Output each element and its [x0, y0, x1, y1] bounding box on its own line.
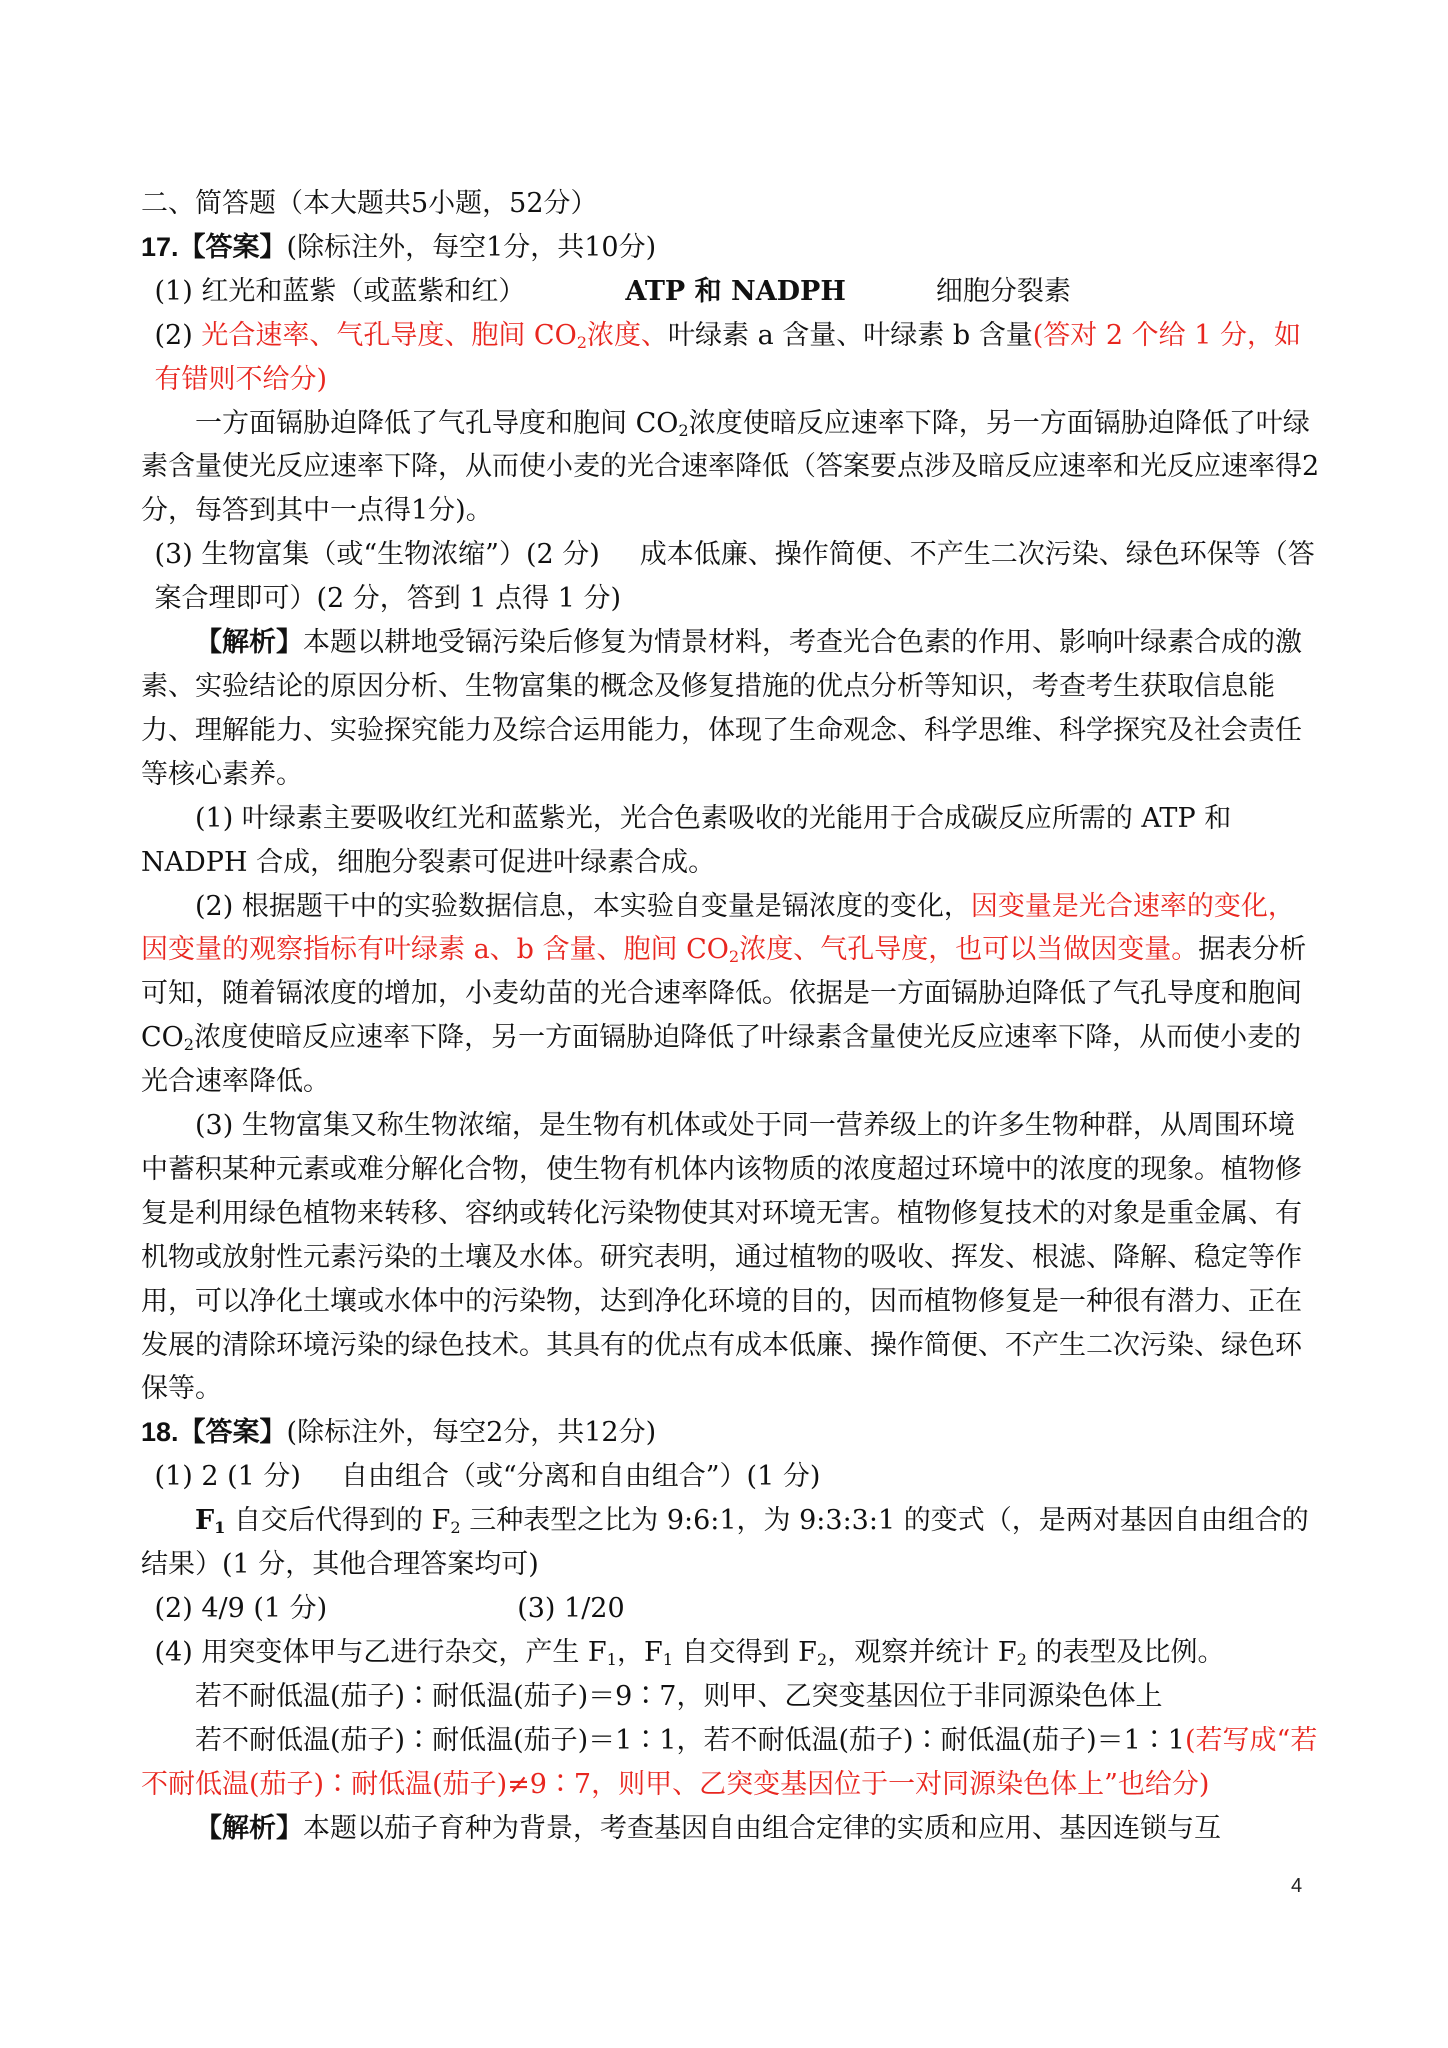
q18-a4-sub2: 1 — [662, 1649, 674, 1669]
q17-explanation-3 — [141, 1104, 1321, 1411]
q18-answer-4 — [141, 1631, 1321, 1675]
q18-a4-sub3: 2 — [816, 1649, 828, 1669]
q17-exp2-black3: 浓度使暗反应速率下降，另一方面镉胁迫降低了叶绿素含量使光反应速率下降，从而使小麦的光合速率降低。 — [141, 1022, 1302, 1098]
q18-a4-p3: 自交得到 F — [673, 1636, 817, 1668]
q18-f1-sub1: 1 — [214, 1518, 226, 1538]
q18-f1-reason — [141, 1499, 1321, 1587]
q18-answer-note: (除标注外，每空2分，共12分) — [286, 1417, 657, 1449]
q17-a2-label: (2) — [154, 319, 193, 351]
q17-a3-label: (3) — [154, 539, 193, 571]
q18-a1-label: (1) — [154, 1461, 193, 1493]
q18-a4-p4: ，观察并统计 F — [827, 1636, 1017, 1668]
q18-a3-text: (3) 1/20 — [517, 1593, 625, 1624]
q18-answer-2-3 — [141, 1587, 1321, 1631]
page-number: 4 — [1291, 1875, 1303, 1897]
q18-analysis — [141, 1807, 1321, 1851]
q17-exp3-text: (3) 生物富集又称生物浓缩，是生物有机体或处于同一营养级上的许多生物种群，从周围环境中蓄积某种元素或难分解化合物，使生物有机体内该物质的浓度超过环境中的浓度的现象。植物修复是利用绿色植物来转移、容纳或转化污染物使其对环境无害。植物修复技术的对象是重金属、有机物或放射性元素污染的土壤及水体。研究表明，通过植物的吸收、挥发、根滤、降解、稳定等作用，可以净化土壤或水体中的污染物，达到净化环境的目的，因而植物修复是一种很有潜力、正在发展的清除环境污染的绿色技术。其具有的优点有成本低廉、操作简便、不产生二次污染、绿色环保等。 — [141, 1110, 1302, 1405]
q18-f1-p1: F — [195, 1505, 215, 1537]
q17-a2-para-sub: 2 — [678, 420, 689, 440]
q18-a4-sub4: 2 — [1016, 1649, 1027, 1669]
q17-a2-red-sub: 2 — [576, 332, 588, 352]
q18-f1-sub2: 2 — [450, 1518, 461, 1538]
q17-explanation-2 — [141, 885, 1321, 1105]
q18-case-1 — [141, 1675, 1321, 1719]
q18-answer-tag: 【答案】 — [178, 1417, 287, 1449]
q17-answer-1 — [141, 270, 1321, 314]
q18-a1-text1: 2 (1 分) — [201, 1461, 301, 1493]
q17-explanation-1 — [141, 797, 1321, 885]
q18-analysis-text: 本题以茄子育种为背景，考查基因自由组合定律的实质和应用、基因连锁与互 — [303, 1812, 1221, 1844]
q17-exp2-black1: (2) 根据题干中的实验数据信息，本实验自变量是镉浓度的变化， — [195, 890, 971, 922]
q17-a2-red2: 浓度、 — [587, 319, 669, 351]
q18-case-2 — [141, 1719, 1321, 1807]
q17-a3-text2: 成本低廉、操作简便、不产生二次污染、绿色环保等（答案合理即可）(2 分，答到 1 点得 1 分) — [154, 539, 1315, 615]
q18-answer-header — [141, 1411, 1321, 1455]
q17-a2-red: 光合速率、气孔导度、胞间 CO — [201, 319, 577, 351]
q18-analysis-tag: 【解析】 — [195, 1812, 303, 1844]
q17-exp2-sub2: 2 — [183, 1035, 195, 1055]
q18-a1-text2: 自由组合（或“分离和自由组合”）(1 分) — [340, 1461, 821, 1493]
q17-analysis-text: 本题以耕地受镉污染后修复为情景材料，考查光合色素的作用、影响叶绿素合成的激素、实验结论的原因分析、生物富集的概念及修复措施的优点分析等知识，考查考生获取信息能力、理解能力、实验探究能力及综合运用能力，体现了生命观念、科学思维、科学探究及社会责任等核心素养。 — [141, 627, 1302, 790]
q18-a4-p2: ，F — [616, 1636, 663, 1668]
q18-case2-red: (若写成“若不耐低温(茄子)∶耐低温(茄子)≠9∶7，则甲、乙突变基因位于一对同源染色体上”也给分) — [141, 1724, 1318, 1800]
q18-a4-p1: (4) 用突变体甲与乙进行杂交，产生 F — [154, 1636, 607, 1668]
q18-case1-text: 若不耐低温(茄子)∶耐低温(茄子)＝9∶7，则甲、乙突变基因位于非同源染色体上 — [195, 1680, 1163, 1712]
q17-exp2-red2: 浓度、气孔导度，也可以当做因变量。 — [739, 934, 1199, 966]
q18-a4-p5: 的表型及比例。 — [1026, 1636, 1225, 1668]
q17-answer-note: (除标注外，每空1分，共10分) — [286, 231, 657, 263]
q18-number: 18. — [141, 1417, 179, 1448]
q17-answer-tag: 【答案】 — [178, 231, 287, 263]
q18-answer-1 — [141, 1455, 1321, 1499]
q17-exp2-red-sub: 2 — [728, 947, 740, 967]
q17-a2-paragraph — [141, 402, 1321, 534]
q18-case2-black: 若不耐低温(茄子)∶耐低温(茄子)＝1∶1，若不耐低温(茄子)∶耐低温(茄子)＝1∶1 — [195, 1724, 1185, 1756]
q17-answer-3 — [141, 533, 1321, 621]
q17-analysis — [141, 621, 1321, 797]
q17-a1-text: 红光和蓝紫（或蓝紫和红） — [201, 275, 526, 307]
q17-a2-para-p2: 浓度使暗反应速率下降，另一方面镉胁迫降低了叶绿素含量使光反应速率下降，从而使小麦的光合速率降低（答案要点涉及暗反应速率和光反应速率得2分，每答到其中一点得1分)。 — [141, 407, 1320, 527]
q17-a2-para-p1: 一方面镉胁迫降低了气孔导度和胞间 CO — [195, 407, 679, 439]
q18-f1-p3: 三种表型之比为 9:6:1，为 9:3:3:1 的变式（，是两对基因自由组合的结果）(1 分，其他合理答案均可) — [141, 1505, 1309, 1581]
q17-exp2-red1: 因变量是光合速率的变化，因变量的观察指标有叶绿素 a、b 含量、胞间 CO — [141, 890, 1295, 966]
q17-a1-atp: ATP 和 NADPH — [625, 275, 846, 307]
section-title — [141, 182, 1321, 226]
q17-a3-text1: 生物富集（或“生物浓缩”）(2 分) — [201, 539, 600, 571]
answer-content — [141, 182, 1321, 1850]
q18-f1-p2: 自交后代得到的 F — [225, 1505, 451, 1537]
q17-exp2-black2: 据表分析可知，随着镉浓度的增加，小麦幼苗的光合速率降低。依据是一方面镉胁迫降低了气孔导度和胞间 CO — [141, 934, 1307, 1054]
q17-a1-label: (1) — [154, 275, 193, 307]
section-title-text: 二、简答题（本大题共5小题，52分） — [141, 188, 598, 219]
q18-a4-sub1: 1 — [606, 1649, 617, 1669]
q17-number: 17. — [141, 231, 179, 262]
q17-a2-red-note: (答对 2 个给 1 分，如有错则不给分) — [154, 319, 1301, 395]
q17-analysis-tag: 【解析】 — [195, 627, 303, 659]
q17-a1-hormone: 细胞分裂素 — [935, 275, 1071, 307]
q17-a2-black: 叶绿素 a 含量、叶绿素 b 含量 — [668, 319, 1033, 351]
q18-a2-text: (2) 4/9 (1 分) — [154, 1593, 328, 1624]
q17-answer-2 — [141, 314, 1321, 402]
q17-exp1-text: (1) 叶绿素主要吸收红光和蓝紫光，光合色素吸收的光能用于合成碳反应所需的 ATP 和 NADPH 合成，细胞分裂素可促进叶绿素合成。 — [141, 802, 1232, 878]
q17-answer-header — [141, 226, 1321, 270]
